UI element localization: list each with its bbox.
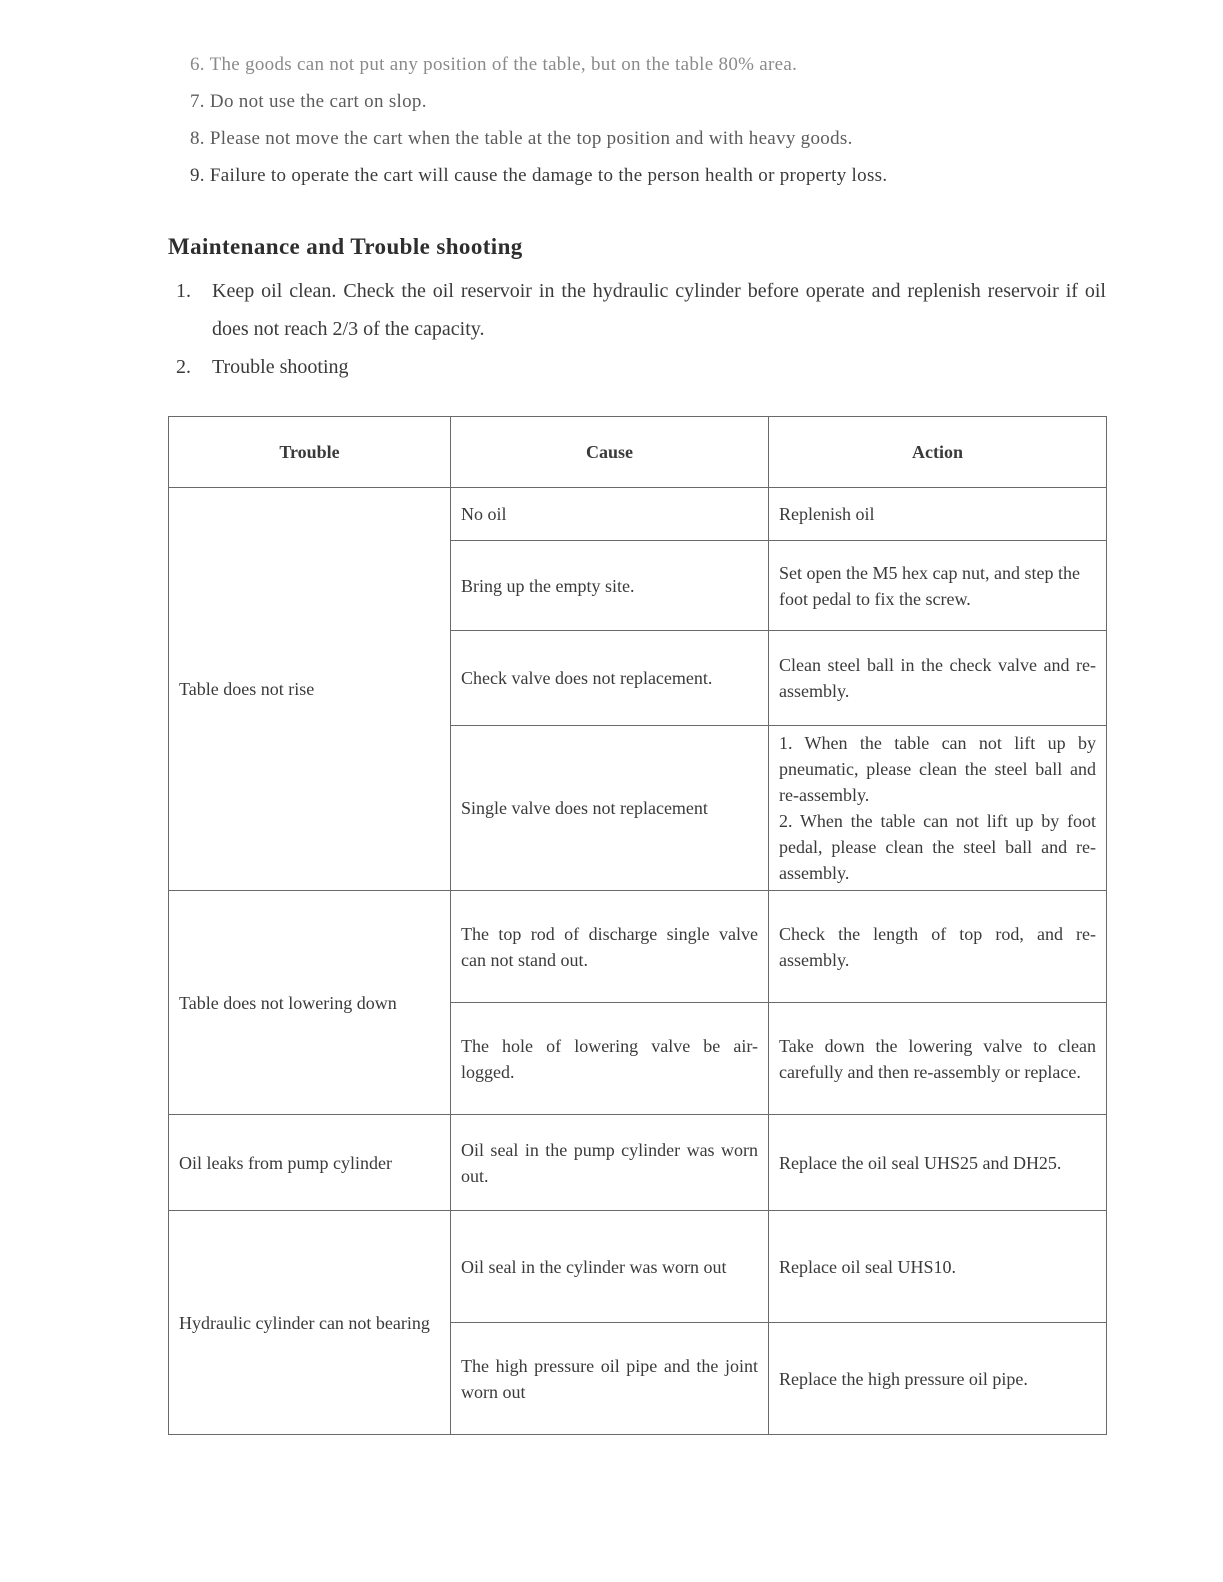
cause-cell: The high pressure oil pipe and the joint worn out: [451, 1323, 769, 1435]
list-item-number: 8.: [190, 128, 205, 149]
trouble-cell: Hydraulic cylinder can not bearing: [169, 1211, 451, 1435]
list-item: [190, 50, 887, 87]
action-cell: Clean steel ball in the check valve and re-assembly.: [769, 631, 1107, 726]
list-item-text: Trouble shooting: [212, 356, 349, 378]
list-item-text: Failure to operate the cart will cause the damage to the person health or property loss.: [209, 165, 888, 186]
action-cell: Replace oil seal UHS10.: [769, 1211, 1107, 1323]
cause-cell: Check valve does not replacement.: [451, 631, 769, 726]
maintenance-list: [176, 272, 1106, 386]
trouble-cell: Oil leaks from pump cylinder: [169, 1115, 451, 1211]
list-item-number: 1.: [176, 280, 191, 302]
list-item-number: 6.: [190, 54, 205, 75]
trouble-shooting-table: [168, 416, 1107, 1435]
action-cell: Replenish oil: [769, 488, 1107, 541]
cause-cell: Oil seal in the pump cylinder was worn out.: [451, 1115, 769, 1211]
safety-list: [190, 50, 887, 198]
action-step: 1. When the table can not lift up by pneumatic, please clean the steel ball and re-assembly.: [779, 733, 1096, 805]
table-header-row: [169, 417, 1107, 488]
list-item: [176, 272, 1106, 348]
list-item-number: 2.: [176, 356, 191, 378]
table-row: [169, 1211, 1107, 1323]
action-cell: Check the length of top rod, and re-assembly.: [769, 891, 1107, 1003]
list-item: [176, 348, 1106, 386]
cause-cell: Bring up the empty site.: [451, 541, 769, 631]
header-cause: Cause: [451, 417, 769, 488]
list-item: [190, 161, 887, 198]
table-row: [169, 1115, 1107, 1211]
list-item-text: Do not use the cart on slop.: [209, 91, 427, 112]
list-item-text: The goods can not put any position of the table, but on the table 80% area.: [209, 54, 798, 75]
cause-cell: Oil seal in the cylinder was worn out: [451, 1211, 769, 1323]
list-item-text: Please not move the cart when the table at the top position and with heavy goods.: [209, 128, 853, 149]
cause-cell: The hole of lowering valve be air-logged.: [451, 1003, 769, 1115]
cause-cell: Single valve does not replacement: [451, 726, 769, 891]
table-row: [169, 891, 1107, 1003]
section-title: Maintenance and Trouble shooting: [168, 234, 523, 259]
list-item-number: 9.: [190, 165, 205, 186]
cause-cell: The top rod of discharge single valve can not stand out.: [451, 891, 769, 1003]
action-cell: Replace the high pressure oil pipe.: [769, 1323, 1107, 1435]
header-trouble: Trouble: [169, 417, 451, 488]
table-row: [169, 488, 1107, 541]
action-cell: Replace the oil seal UHS25 and DH25.: [769, 1115, 1107, 1211]
cause-cell: No oil: [451, 488, 769, 541]
trouble-cell: Table does not rise: [169, 488, 451, 891]
action-cell: Take down the lowering valve to clean carefully and then re-assembly or replace.: [769, 1003, 1107, 1115]
list-item: [190, 124, 887, 161]
list-item-text: Keep oil clean. Check the oil reservoir in the hydraulic cylinder before operate and replenish reservoir if oil does not reach 2/3 of the capacity.: [212, 280, 1106, 340]
action-step: 2. When the table can not lift up by foot pedal, please clean the steel ball and re-assembly.: [779, 811, 1096, 883]
trouble-cell: Table does not lowering down: [169, 891, 451, 1115]
action-cell: [769, 726, 1107, 891]
action-cell: Set open the M5 hex cap nut, and step the foot pedal to fix the screw.: [769, 541, 1107, 631]
header-action: Action: [769, 417, 1107, 488]
list-item-number: 7.: [190, 91, 205, 112]
list-item: [190, 87, 887, 124]
